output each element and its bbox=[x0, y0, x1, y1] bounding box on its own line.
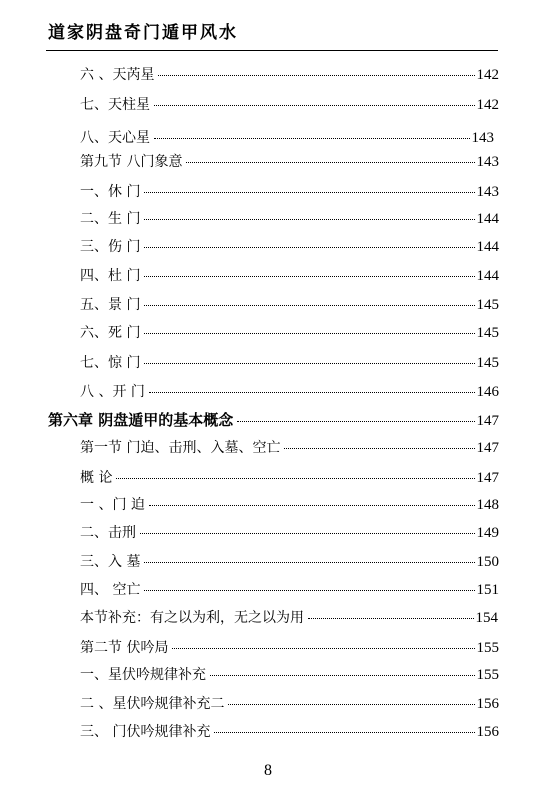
toc-entry[interactable] bbox=[80, 437, 499, 457]
toc-entry-label: 第六章 阴盘遁甲的基本概念 bbox=[48, 411, 234, 429]
toc-dot-leader bbox=[228, 690, 474, 705]
toc-entry[interactable] bbox=[80, 693, 499, 713]
toc-dot-leader bbox=[284, 434, 474, 449]
toc-dot-leader bbox=[158, 61, 474, 76]
toc-entry-label: 一、星伏吟规律补充 bbox=[80, 667, 206, 683]
toc-dot-leader bbox=[154, 91, 475, 106]
toc-entry-page: 146 bbox=[476, 384, 499, 400]
toc-dot-leader bbox=[172, 634, 474, 649]
toc-entry[interactable] bbox=[80, 381, 499, 401]
toc-entry-page: 154 bbox=[475, 610, 498, 626]
toc-entry[interactable] bbox=[80, 94, 499, 114]
toc-entry[interactable] bbox=[80, 522, 499, 542]
toc-entry[interactable] bbox=[80, 127, 494, 147]
toc-entry[interactable] bbox=[80, 64, 499, 84]
toc-entry[interactable] bbox=[80, 579, 499, 599]
toc-chapter-entry[interactable] bbox=[48, 409, 499, 430]
toc-entry[interactable] bbox=[80, 208, 499, 228]
toc-entry-label: 六、死 门 bbox=[80, 325, 141, 341]
toc-entry-page: 142 bbox=[476, 67, 499, 83]
toc-entry[interactable] bbox=[80, 664, 499, 684]
toc-entry-label: 四、杜 门 bbox=[80, 268, 141, 284]
toc-entry-page: 144 bbox=[476, 268, 499, 284]
toc-dot-leader bbox=[144, 233, 474, 248]
toc-entry-page: 155 bbox=[476, 667, 499, 683]
toc-entry-page: 144 bbox=[476, 239, 499, 255]
toc-dot-leader bbox=[149, 491, 475, 506]
toc-dot-leader bbox=[140, 519, 475, 534]
toc-entry-label: 八、天心星 bbox=[80, 130, 150, 146]
toc-entry-label: 五、景 门 bbox=[80, 297, 141, 313]
toc-dot-leader bbox=[144, 262, 474, 277]
toc-entry-page: 147 bbox=[476, 470, 499, 486]
toc-entry-label: 本节补充：有之以为利，无之以为用 bbox=[80, 610, 304, 626]
toc-entry[interactable] bbox=[80, 551, 499, 571]
toc-entry-page: 156 bbox=[476, 696, 499, 712]
toc-entry-page: 156 bbox=[476, 724, 499, 740]
toc-dot-leader bbox=[210, 661, 475, 676]
toc-entry-label: 三、 门伏吟规律补充 bbox=[80, 724, 211, 740]
toc-dot-leader bbox=[144, 319, 474, 334]
toc-entry-label: 七、惊 门 bbox=[80, 355, 141, 371]
toc-entry-label: 概 论 bbox=[80, 470, 113, 486]
toc-dot-leader bbox=[149, 378, 475, 393]
toc-entry-label: 第二节 伏吟局 bbox=[80, 640, 169, 656]
toc-dot-leader bbox=[154, 124, 470, 139]
toc-dot-leader bbox=[144, 349, 474, 364]
toc-entry[interactable] bbox=[80, 607, 498, 627]
header-title: 道家阴盘奇门遁甲风水 bbox=[48, 23, 238, 43]
toc-entry-label: 六 、天芮星 bbox=[80, 67, 155, 83]
toc-entry-label: 第一节 门迫、击刑、入墓、空亡 bbox=[80, 440, 281, 456]
toc-entry-page: 145 bbox=[476, 297, 499, 313]
toc-entry[interactable] bbox=[80, 151, 499, 171]
toc-entry-label: 四、 空亡 bbox=[80, 582, 141, 598]
toc-entry-label: 一、休 门 bbox=[80, 184, 141, 200]
toc-entry-label: 八 、开 门 bbox=[80, 384, 145, 400]
toc-entry-label: 三、伤 门 bbox=[80, 239, 141, 255]
toc-entry-page: 150 bbox=[476, 554, 499, 570]
toc-entry-page: 144 bbox=[476, 211, 499, 227]
toc-entry-page: 151 bbox=[476, 582, 499, 598]
toc-dot-leader bbox=[144, 205, 474, 220]
toc-entry-page: 148 bbox=[476, 497, 499, 513]
toc-entry-label: 二 、星伏吟规律补充二 bbox=[80, 696, 225, 712]
toc-entry[interactable] bbox=[80, 467, 499, 487]
toc-entry-page: 149 bbox=[476, 525, 499, 541]
toc-entry[interactable] bbox=[80, 322, 499, 342]
toc-entry[interactable] bbox=[80, 236, 499, 256]
toc-entry-page: 147 bbox=[476, 413, 499, 429]
toc-entry[interactable] bbox=[80, 637, 499, 657]
toc-entry[interactable] bbox=[80, 352, 499, 372]
toc-entry-label: 二、生 门 bbox=[80, 211, 141, 227]
toc-entry-label: 三、入 墓 bbox=[80, 554, 141, 570]
toc-dot-leader bbox=[186, 148, 474, 163]
toc-entry-page: 155 bbox=[476, 640, 499, 656]
toc-entry[interactable] bbox=[80, 494, 499, 514]
toc-entry-page: 142 bbox=[476, 97, 499, 113]
toc-entry-label: 二、击刑 bbox=[80, 525, 136, 541]
toc-dot-leader bbox=[237, 407, 474, 422]
toc-entry-label: 七、天柱星 bbox=[80, 97, 150, 113]
toc-entry[interactable] bbox=[80, 181, 499, 201]
toc-entry[interactable] bbox=[80, 294, 499, 314]
toc-entry-label: 第九节 八门象意 bbox=[80, 154, 183, 170]
toc-entry-page: 143 bbox=[476, 154, 499, 170]
toc-dot-leader bbox=[144, 576, 474, 591]
toc-entry-page: 147 bbox=[476, 440, 499, 456]
toc-dot-leader bbox=[214, 718, 474, 733]
toc-entry-page: 143 bbox=[476, 184, 499, 200]
toc-entry[interactable] bbox=[80, 265, 499, 285]
page-number: 8 bbox=[264, 762, 272, 779]
toc-dot-leader bbox=[144, 291, 474, 306]
toc-dot-leader bbox=[144, 178, 474, 193]
toc-entry-page: 143 bbox=[471, 130, 494, 146]
toc-dot-leader bbox=[308, 604, 474, 619]
toc-dot-leader bbox=[144, 548, 474, 563]
toc-dot-leader bbox=[116, 464, 474, 479]
toc-entry-page: 145 bbox=[476, 325, 499, 341]
toc-entry-label: 一 、门 迫 bbox=[80, 497, 145, 513]
toc-entry-page: 145 bbox=[476, 355, 499, 371]
toc-entry[interactable] bbox=[80, 721, 499, 741]
